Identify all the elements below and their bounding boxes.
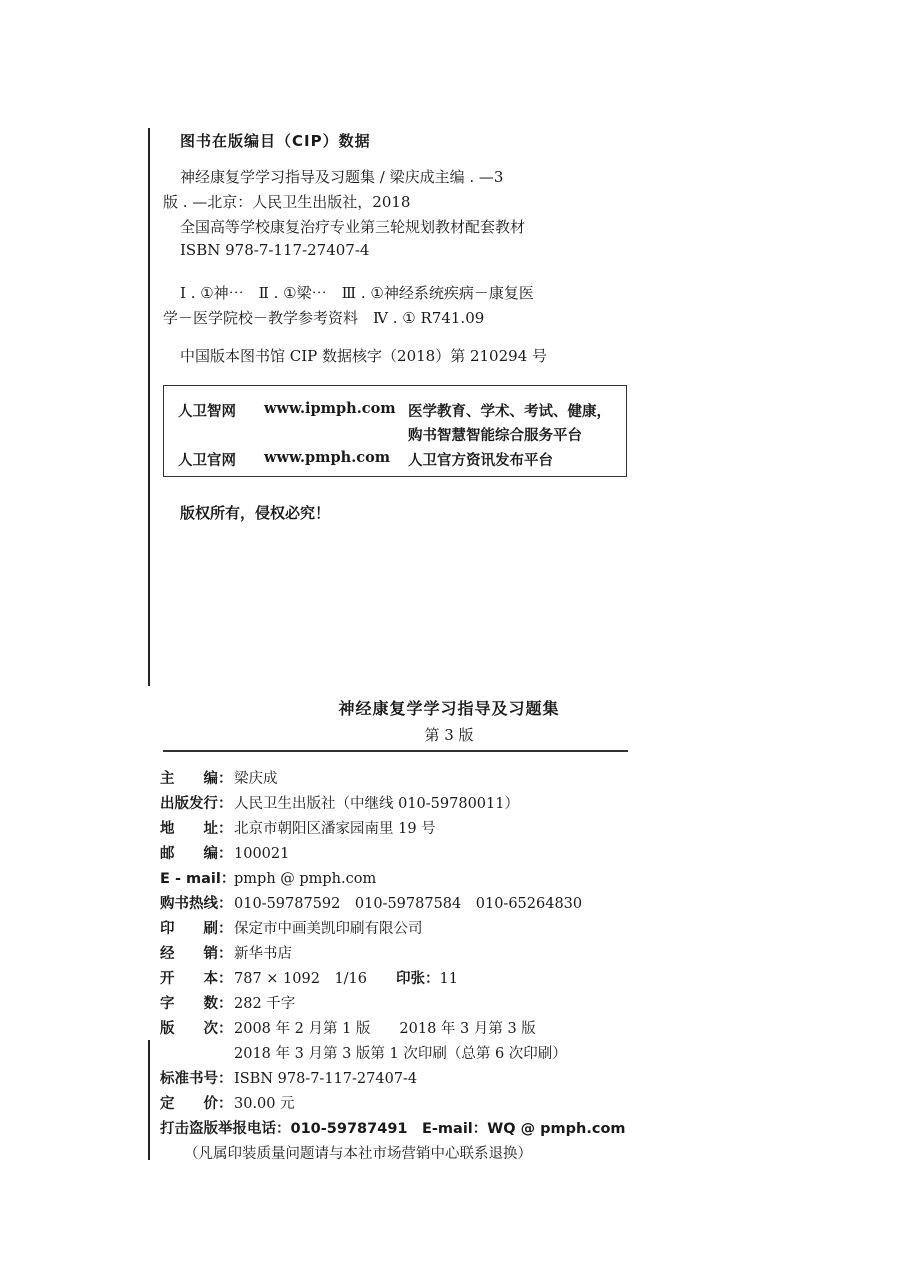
sheets-label: 印张： bbox=[396, 971, 440, 987]
box-site-name: 人卫智网 bbox=[178, 404, 236, 420]
field-label: E - mail： bbox=[160, 871, 236, 887]
box-site-name: 人卫官网 bbox=[178, 453, 236, 469]
margin-line-bottom bbox=[148, 1040, 150, 1160]
field-label: 地 址： bbox=[160, 821, 233, 837]
field-value: 梁庆成 bbox=[234, 771, 278, 787]
note-text: （凡属印装质量问题请与本社市场营销中心联系退换） bbox=[184, 1146, 532, 1162]
field-value: 2018 年 3 月第 3 版第 1 次印刷（总第 6 次印刷） bbox=[234, 1046, 567, 1062]
cip-line: 神经康复学学习指导及习题集 / 梁庆成主编 . —3 bbox=[180, 168, 504, 186]
box-site-url[interactable]: www.ipmph.com bbox=[264, 400, 396, 417]
field-label: 邮 编： bbox=[160, 846, 233, 862]
cip-line: 全国高等学校康复治疗专业第三轮规划教材配套教材 bbox=[180, 218, 526, 236]
field-address bbox=[160, 817, 436, 841]
box-site-desc: 医学教育、学术、考试、健康， bbox=[408, 404, 611, 420]
margin-line-top bbox=[148, 128, 150, 686]
cip-line: 学－医学院校－教学参考资料 Ⅳ . ① R741.09 bbox=[163, 309, 485, 327]
field-value: 787 × 1092 1/16 bbox=[234, 971, 397, 987]
website-info-box bbox=[163, 385, 627, 477]
field-label: 出版发行： bbox=[160, 796, 233, 812]
piracy-text: 打击盗版举报电话：010-59787491 E-mail：WQ @ pmph.com bbox=[160, 1121, 626, 1137]
cip-line: 版 . —北京：人民卫生出版社，2018 bbox=[163, 193, 411, 211]
field-editor bbox=[160, 767, 278, 791]
field-value: 30.00 元 bbox=[234, 1096, 295, 1112]
field-label: 版 次： bbox=[160, 1021, 233, 1037]
field-label: 开 本： bbox=[160, 971, 233, 987]
field-label: 购书热线： bbox=[160, 896, 233, 912]
field-printer bbox=[160, 917, 423, 941]
field-label: 主 编： bbox=[160, 771, 233, 787]
field-edition bbox=[160, 1017, 536, 1041]
field-wordcount bbox=[160, 992, 295, 1016]
field-hotline bbox=[160, 892, 582, 916]
book-edition: 第 3 版 bbox=[424, 726, 474, 744]
quality-note bbox=[184, 1142, 532, 1166]
field-value: 2008 年 2 月第 1 版 2018 年 3 月第 3 版 bbox=[234, 1021, 536, 1037]
cip-line: ISBN 978-7-117-27407-4 bbox=[180, 241, 370, 259]
book-title: 神经康复学学习指导及习题集 bbox=[338, 699, 560, 718]
field-format bbox=[160, 967, 458, 991]
field-value[interactable]: pmph @ pmph.com bbox=[234, 871, 377, 887]
field-label: 标准书号： bbox=[160, 1071, 233, 1087]
field-value: 新华书店 bbox=[234, 946, 292, 962]
field-label: 印 刷： bbox=[160, 921, 233, 937]
field-value: 北京市朝阳区潘家园南里 19 号 bbox=[234, 821, 436, 837]
field-value: ISBN 978-7-117-27407-4 bbox=[234, 1071, 418, 1087]
field-label: 字 数： bbox=[160, 996, 233, 1012]
field-value: 282 千字 bbox=[234, 996, 296, 1012]
cip-line: Ⅰ . ①神⋯ Ⅱ . ①梁⋯ Ⅲ . ①神经系统疾病－康复医 bbox=[180, 284, 534, 302]
field-price bbox=[160, 1092, 295, 1116]
field-distributor bbox=[160, 942, 292, 966]
box-site-desc: 人卫官方资讯发布平台 bbox=[408, 453, 553, 469]
cip-title: 图书在版编目（CIP）数据 bbox=[180, 132, 371, 150]
cip-number: 中国版本图书馆 CIP 数据核字（2018）第 210294 号 bbox=[180, 347, 548, 365]
field-email bbox=[160, 867, 376, 891]
copyright-notice: 版权所有，侵权必究！ bbox=[180, 504, 331, 522]
field-label: 经 销： bbox=[160, 946, 233, 962]
box-site-desc: 购书智慧智能综合服务平台 bbox=[408, 428, 582, 444]
box-site-url[interactable]: www.pmph.com bbox=[264, 449, 391, 466]
field-label: 定 价： bbox=[160, 1096, 233, 1112]
field-postcode bbox=[160, 842, 289, 866]
field-publisher bbox=[160, 792, 519, 816]
field-edition-printing bbox=[234, 1042, 567, 1066]
field-piracy-hotline bbox=[160, 1117, 626, 1141]
divider bbox=[163, 750, 628, 752]
field-value: 010-59787592 010-59787584 010-65264830 bbox=[234, 896, 583, 912]
field-value: 保定市中画美凯印刷有限公司 bbox=[234, 921, 423, 937]
field-value: 人民卫生出版社（中继线 010-59780011） bbox=[234, 796, 519, 812]
sheets-value: 11 bbox=[439, 971, 458, 987]
field-isbn bbox=[160, 1067, 417, 1091]
field-value: 100021 bbox=[234, 846, 290, 862]
